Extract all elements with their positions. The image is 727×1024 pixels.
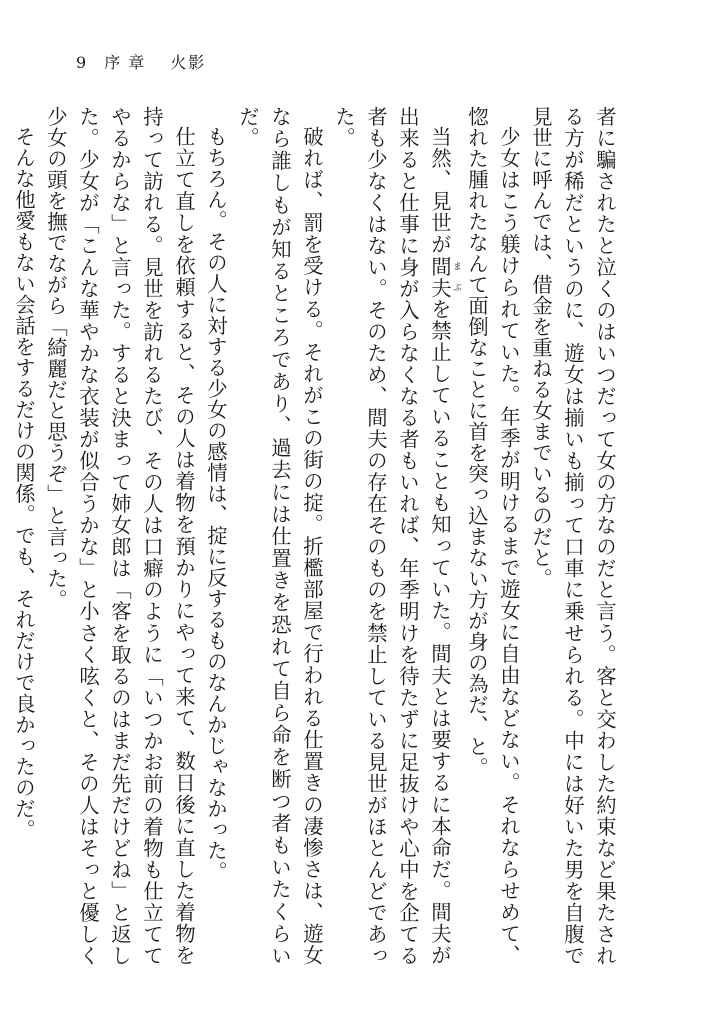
vertical-body-text [12,106,621,967]
ruby-base: 間夫 [428,255,452,299]
paragraph-6: 仕立て直しを依頼すると、その人は着物を預かりにやって来て、数日後に直した着物を持って訪れる。見世を訪れるたび、その人は口癖のように「いつかお前の着物も仕立ててやるからな」と言った。すると決まって姉女郎は「客を取るのはまだ先だけどね」と返した。少女が「こんな華やかな衣装が似合うかな」と小さく呟くと、その人はそっと優しく少女の頭を撫でながら「綺麗だと思うぞ」と言った。 [44,106,196,966]
paragraph-5: もちろん。その人に対する少女の感情は、掟に反するものなんかじゃなかった。 [204,126,228,883]
chapter-title: 火影 [170,53,207,72]
paragraph-7: そんな他愛もない会話をするだけの関係。でも、それだけで良かったのだ。 [12,126,36,841]
ruby-reading: まぶ [451,255,461,299]
paragraph-1: 者に騙されたと泣くのはいつだって女の方なのだと言う。客と交わした約束など果たされる方が稀だというのに、遊女は揃いも揃って口車に乗せられる。中には好いた男を自腹で見世に呼んでは、借金を重ねる女までいるのだと。 [529,106,617,966]
paragraph-3 [328,106,461,966]
paragraph-3-after: を禁止していることも知っていた。間夫とは要するに本命だ。間夫が出来ると仕事に身が入らなくなる者もいれば、年季明けを待たずに足抜けや心中を企てる者も少なくはない。そのため、間夫の存在そのものを禁止している見世がほとんどであった。 [332,106,452,967]
chapter-label: 序章 [104,53,153,72]
paragraph-2: 少女はこう躾けられていた。年季が明けるまで遊女に自由などない。それならせめて、惚れた腫れたなんて面倒なことに首を突っ込まない方が身の為だ、と。 [465,106,521,966]
paragraph-4: 破れば、罰を受ける。それがこの街の掟。折檻部屋で行われる仕置きの凄惨さは、遊女なら誰しもが知るところであり、過去には仕置きを恐れて自ら命を断つ者もいたくらいだ。 [236,106,324,966]
paragraph-3-before: 当然、見世が [428,126,452,256]
page-number: 9 [76,53,87,72]
running-header [76,50,206,72]
ruby-mabu [428,255,461,299]
